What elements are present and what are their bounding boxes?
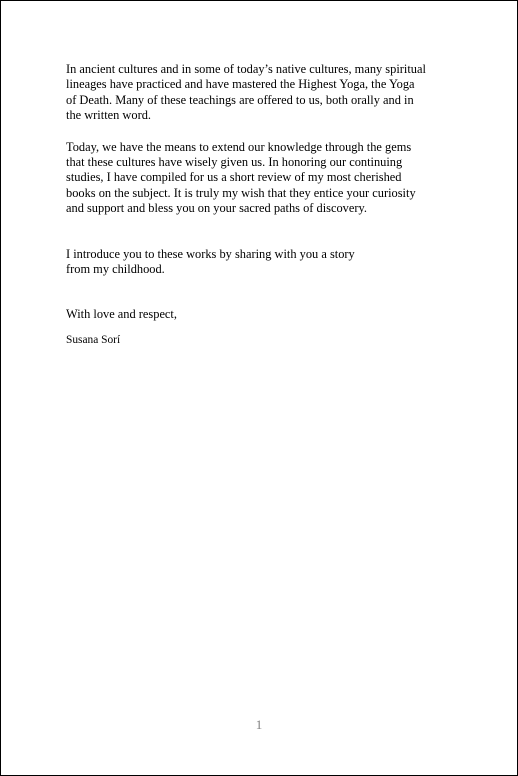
text-line: With love and respect, [66, 307, 177, 322]
text-line: that these cultures have wisely given us. In honoring our continuing [66, 155, 403, 170]
text-line: studies, I have compiled for us a short review of my most cherished [66, 170, 402, 185]
text-line: from my childhood. [66, 262, 165, 277]
paragraph-introduce [66, 247, 456, 278]
text-line: the written word. [66, 108, 151, 123]
text-line: In ancient cultures and in some of today’s native cultures, many spiritual [66, 62, 426, 76]
text-line: of Death. Many of these teachings are offered to us, both orally and in [66, 92, 414, 107]
text-line: books on the subject. It is truly my wish that they entice your curiosity [66, 185, 416, 200]
letter-body [66, 62, 456, 348]
page-number: 1 [255, 717, 263, 732]
signature: Susana Sorí [66, 333, 121, 346]
paragraph-today [66, 140, 456, 217]
paragraph-ancient-cultures [66, 62, 456, 124]
text-line: I introduce you to these works by sharing with you a story [66, 246, 355, 261]
closing-salutation [66, 307, 456, 322]
text-line: lineages have practiced and have mastered the Highest Yoga, the Yoga [66, 77, 415, 92]
text-line: Today, we have the means to extend our knowledge through the gems [66, 139, 412, 154]
text-line: and support and bless you on your sacred paths of discovery. [66, 201, 367, 216]
